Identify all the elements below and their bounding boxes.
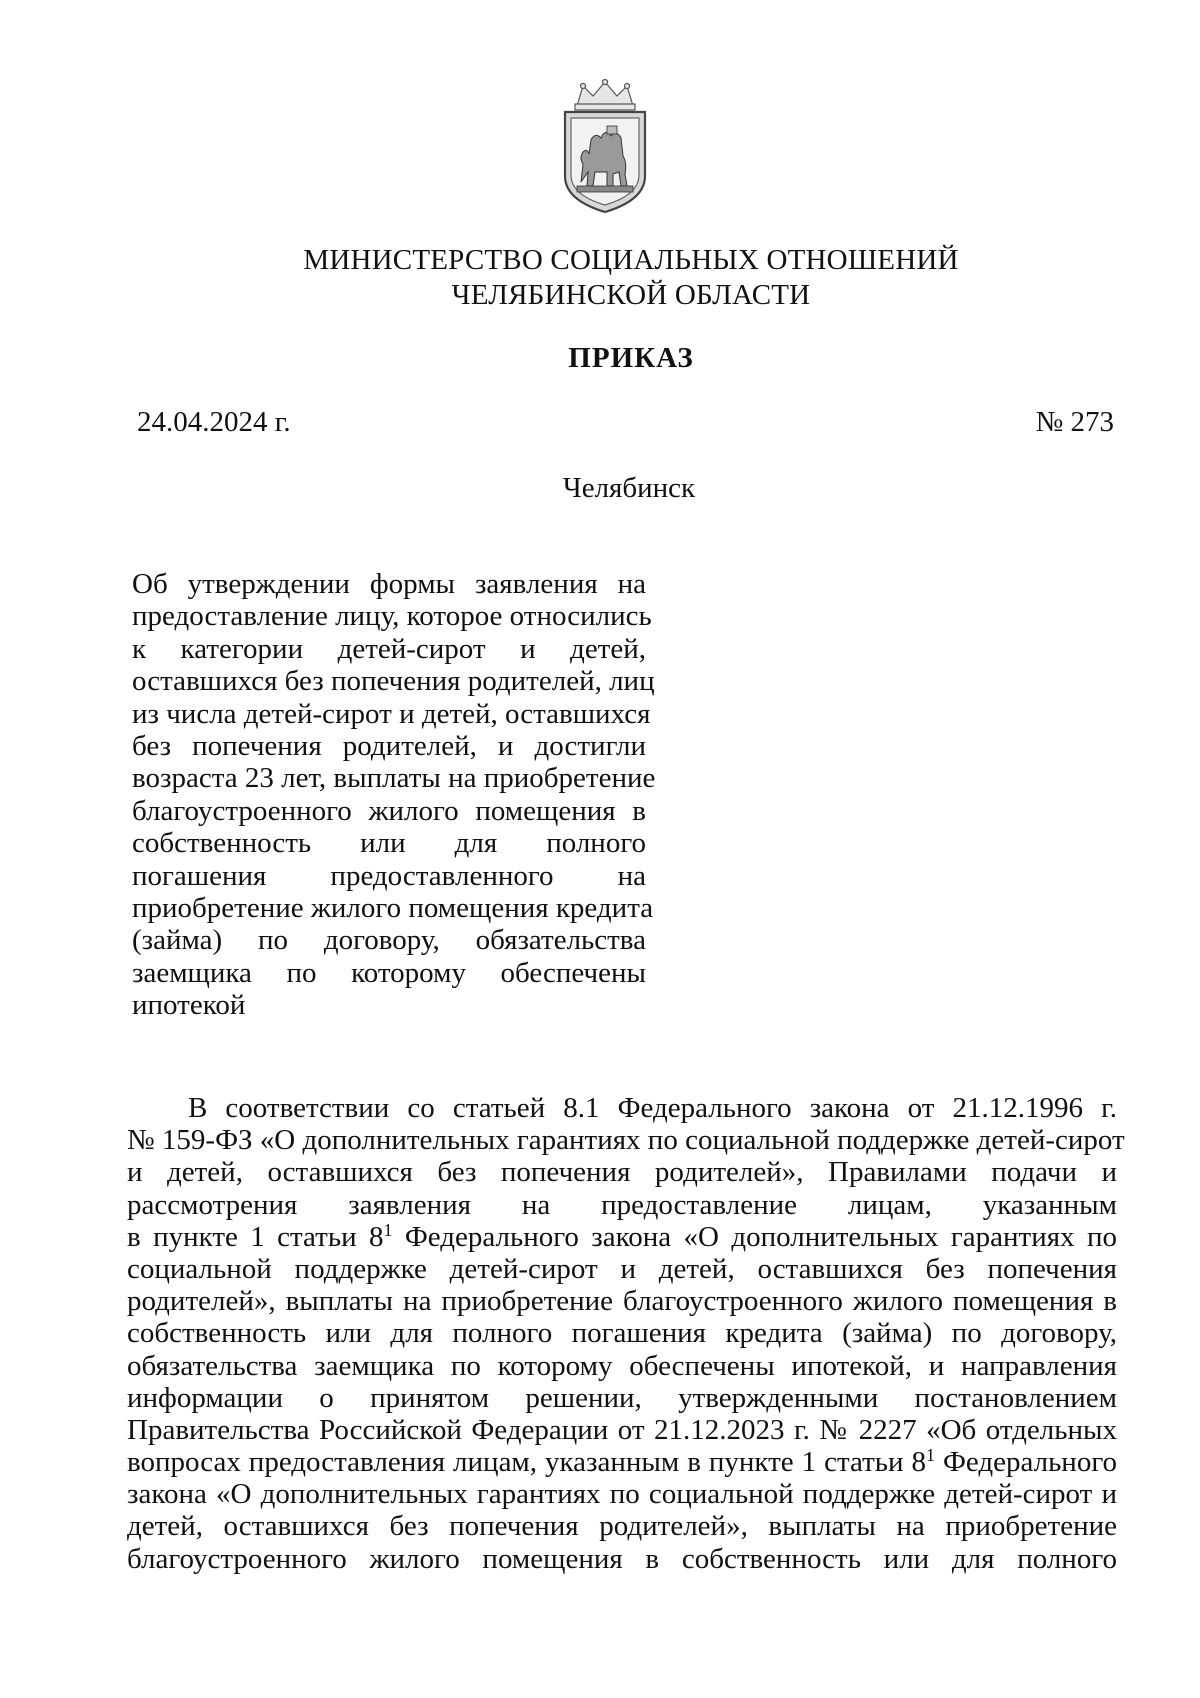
body-line: собственность или для полного погашения кредита (займа) по договору,: [127, 1317, 1117, 1350]
subject-line: собственность или для полного: [132, 827, 646, 860]
subject-line: благоустроенного жилого помещения в: [132, 794, 646, 827]
superscript: 1: [925, 1445, 935, 1466]
order-city: Челябинск: [562, 472, 696, 504]
subject-line: Об утверждении формы заявления на: [132, 568, 646, 600]
body-line: родителей», выплаты на приобретение благоустроенного жилого помещения в: [127, 1285, 1117, 1318]
body-line: Правительства Российской Федерации от 21.12.2023 г. № 2227 «Об отдельных: [127, 1413, 1117, 1446]
subject-line: погашения предоставленного на: [132, 859, 646, 892]
document-type-title: ПРИКАЗ: [568, 342, 694, 374]
body-line: благоустроенного жилого помещения в собственность или для полного: [127, 1542, 1117, 1575]
body-line: [127, 1446, 1117, 1478]
subject-line: приобретение жилого помещения кредита: [132, 891, 654, 924]
order-number: № 273: [1035, 406, 1114, 438]
body-line: обязательства заемщика по которому обеспечены ипотекой, и направления: [127, 1349, 1117, 1382]
chelyabinsk-coat-of-arms-icon: [555, 78, 655, 216]
subject-line: заемщика по которому обеспечены: [132, 956, 646, 989]
body-line-part: вопросах предоставления лицам, указанным в пункте 1 статьи 8: [127, 1446, 926, 1479]
body-line: В соответствии со статьей 8.1 Федерального закона от 21.12.1996 г.: [188, 1092, 1117, 1124]
body-line: рассмотрения заявления на предоставление лицам, указанным: [127, 1188, 1117, 1221]
body-line: и детей, оставшихся без попечения родителей», Правилами подачи и: [127, 1156, 1117, 1189]
ministry-name-line-2: ЧЕЛЯБИНСКОЙ ОБЛАСТИ: [451, 279, 811, 311]
body-line: детей, оставшихся без попечения родителей», выплаты на приобретение: [127, 1510, 1117, 1543]
subject-line: ипотекой: [132, 989, 246, 1022]
subject-line: к категории детей-сирот и детей,: [132, 632, 646, 665]
body-line: [127, 1221, 1117, 1253]
body-line: социальной поддержке детей-сирот и детей, оставшихся без попечения: [127, 1252, 1117, 1285]
body-line: информации о принятом решении, утвержденными постановлением: [127, 1381, 1117, 1414]
body-line: № 159-ФЗ «О дополнительных гарантиях по социальной поддержке детей-сирот: [127, 1124, 1125, 1157]
subject-line: (займа) по договору, обязательства: [132, 924, 646, 957]
subject-line: оставшихся без попечения родителей, лиц: [132, 665, 655, 698]
subject-line: из числа детей-сирот и детей, оставшихся: [132, 697, 651, 730]
body-line-part: Федерального: [934, 1446, 1117, 1479]
subject-line: возраста 23 лет, выплаты на приобретение: [132, 762, 656, 795]
order-date: 24.04.2024 г.: [137, 406, 291, 438]
body-line-part: Федерального закона «О дополнительных гарантиях по: [392, 1220, 1117, 1253]
order-body-paragraph: [127, 1092, 1125, 1575]
body-line-part: в пункте 1 статьи 8: [127, 1220, 384, 1253]
superscript: 1: [383, 1219, 393, 1240]
body-line: закона «О дополнительных гарантиях по социальной поддержке детей-сирот и: [127, 1478, 1117, 1511]
order-subject: [132, 568, 656, 1022]
ministry-name-line-1: МИНИСТЕРСТВО СОЦИАЛЬНЫХ ОТНОШЕНИЙ: [303, 244, 959, 276]
subject-line: предоставление лицу, которое относились: [132, 600, 652, 633]
subject-line: без попечения родителей, и достигли: [132, 729, 646, 762]
